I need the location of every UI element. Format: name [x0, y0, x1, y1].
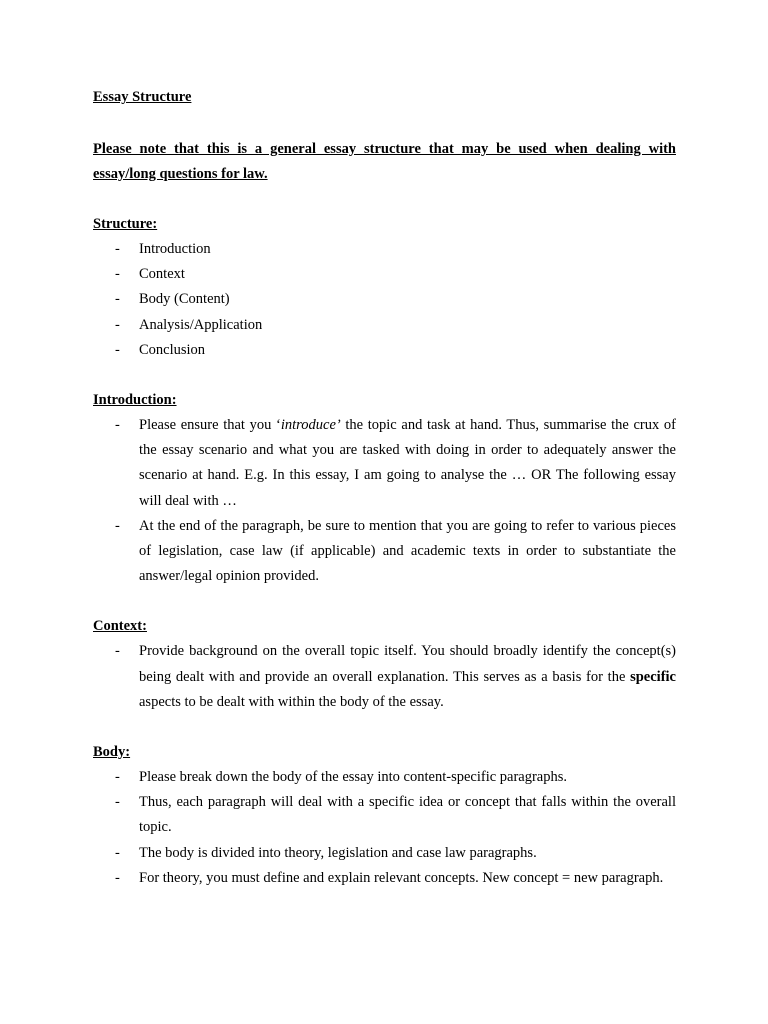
- list-item: - For theory, you must define and explain relevant concepts. New concept = new paragraph.: [93, 866, 676, 891]
- structure-list: [93, 237, 676, 363]
- list-item: - At the end of the paragraph, be sure to mention that you are going to refer to various pieces of legislation, case law (if applicable) and academic texts in order to substantiate the answer/legal opinion provided.: [93, 514, 676, 590]
- bold-text: specific: [630, 668, 676, 685]
- list-item: - Context: [93, 262, 676, 287]
- structure-heading: Structure:: [93, 216, 158, 232]
- structure-section: [93, 212, 676, 363]
- document-title: Essay Structure: [93, 89, 192, 105]
- introduction-heading: Introduction:: [93, 392, 177, 409]
- italic-text: introduce’: [280, 417, 341, 434]
- body-list: [93, 765, 676, 891]
- introduction-list: [93, 413, 676, 589]
- general-note: Please note that this is a general essay structure that may be used when dealing with essay/long questions for law.: [93, 141, 676, 182]
- body-heading: Body:: [93, 744, 131, 761]
- list-item: - Body (Content): [93, 287, 676, 312]
- list-item: - Introduction: [93, 237, 676, 262]
- list-item: - Conclusion: [93, 338, 676, 363]
- text-segment: Please ensure that you ‘: [139, 417, 281, 434]
- context-list: [93, 639, 676, 715]
- list-item: - Analysis/Application: [93, 313, 676, 338]
- text-segment: Provide background on the overall topic itself. You should broadly identify the concept(s) being dealt with and provide an overall explanation. This serves as a basis for the: [139, 643, 676, 685]
- list-item: [93, 639, 676, 715]
- context-section: [93, 614, 676, 715]
- list-item: - The body is divided into theory, legislation and case law paragraphs.: [93, 841, 676, 866]
- list-item: - Thus, each paragraph will deal with a specific idea or concept that falls within the overall topic.: [93, 790, 676, 840]
- list-item: [93, 413, 676, 514]
- list-item: - Please break down the body of the essay into content-specific paragraphs.: [93, 765, 676, 790]
- introduction-section: [93, 388, 676, 589]
- body-section: [93, 740, 676, 891]
- text-segment: the topic and task at hand. Thus, summarise the crux of the essay scenario and what you are tasked with doing in order to adequately answer the scenario at hand. E.g. In this essay, I am going to analyse the … OR The following essay will deal with …: [139, 417, 676, 509]
- context-heading: Context:: [93, 618, 147, 635]
- text-segment: aspects to be dealt with within the body of the essay.: [139, 693, 444, 710]
